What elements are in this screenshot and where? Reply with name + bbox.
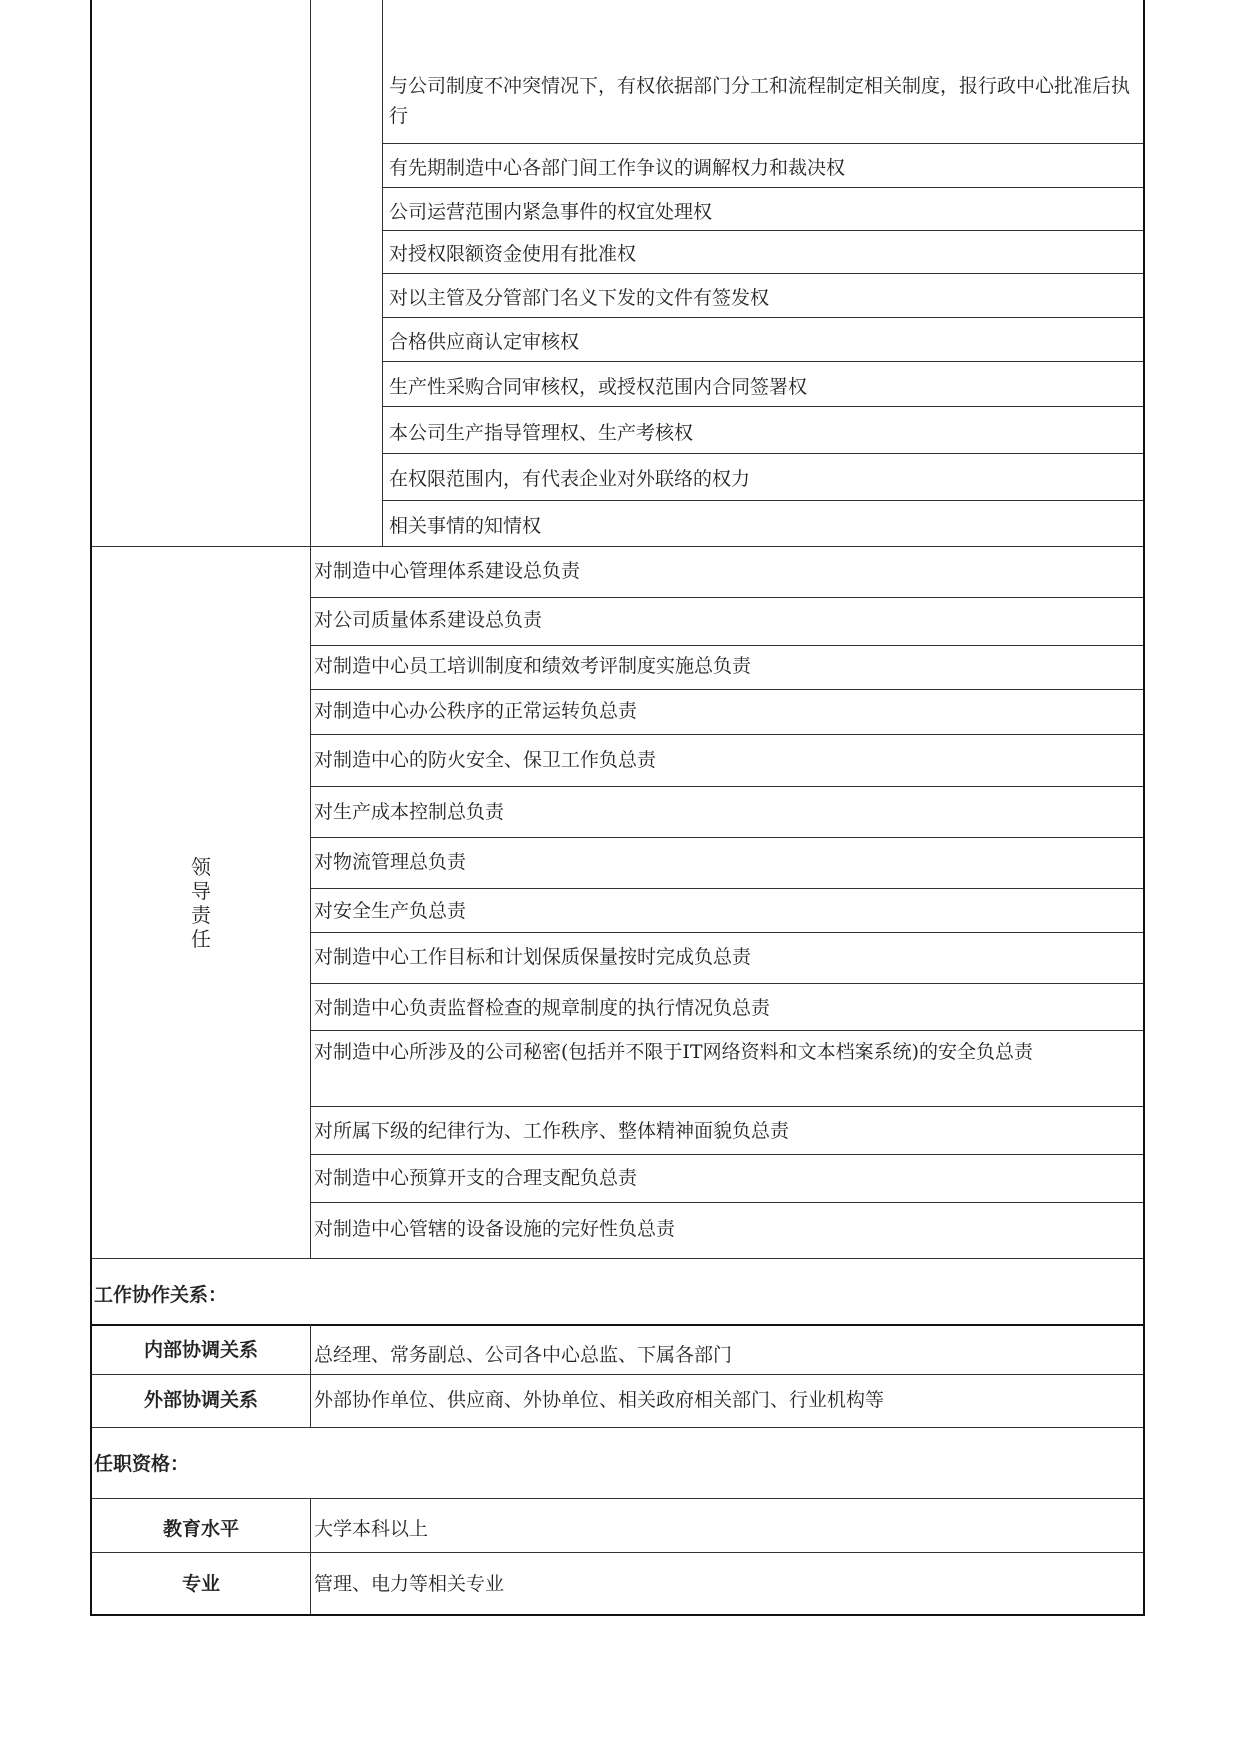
leadership-item: 对制造中心工作目标和计划保质保量按时完成负总责 [314,946,752,968]
leadership-row-sep [310,888,1143,889]
leadership-item: 对制造中心预算开支的合理支配负总责 [314,1167,638,1189]
qualifications-top-border [92,1427,1143,1428]
internal-relations-value: 总经理、常务副总、公司各中心总监、下属各部门 [314,1344,733,1366]
leadership-row-sep [310,786,1143,787]
leadership-item: 对制造中心办公秩序的正常运转负总责 [314,700,638,722]
cooperation-internal-border [92,1324,1143,1326]
external-relations-label: 外部协调关系 [143,1389,258,1411]
leadership-item: 对安全生产负总责 [314,900,467,922]
education-row-border [92,1498,1143,1499]
authority-item: 生产性采购合同审核权，或授权范围内合同签署权 [389,376,808,398]
authority-item: 对授权限额资金使用有批准权 [389,243,637,265]
leadership-row-sep [310,597,1143,598]
authority-item: 本公司生产指导管理权、生产考核权 [389,422,694,444]
job-description-table [90,0,1145,1616]
leadership-item: 对制造中心的防火安全、保卫工作负总责 [314,749,657,771]
leadership-item: 对制造中心员工培训制度和绩效考评制度实施总负责 [314,655,752,677]
authority-row-sep [382,453,1143,454]
authority-item: 有先期制造中心各部门间工作争议的调解权力和裁决权 [389,157,846,179]
leadership-row-sep [310,1106,1143,1107]
authority-row-sep [382,273,1143,274]
leadership-item: 对制造中心所涉及的公司秘密(包括并不限于IT网络资料和文本档案系统)的安全负总责 [314,1041,1034,1063]
leadership-item: 对制造中心负责监督检查的规章制度的执行情况负总责 [314,997,771,1019]
major-value: 管理、电力等相关专业 [314,1573,505,1595]
authority-item: 在权限范围内，有代表企业对外联络的权力 [389,468,751,490]
authority-row-sep [382,230,1143,231]
authority-item: 对以主管及分管部门名义下发的文件有签发权 [389,287,770,309]
leadership-item: 对物流管理总负责 [314,851,467,873]
leadership-row-sep [310,689,1143,690]
authority-item: 合格供应商认定审核权 [389,331,580,353]
cooperation-header: 工作协作关系： [94,1284,228,1306]
qualifications-divider [310,1498,311,1614]
major-label: 专业 [181,1573,220,1595]
leadership-item: 对制造中心管辖的设备设施的完好性负总责 [314,1218,676,1240]
authority-item: 公司运营范围内紧急事件的权宜处理权 [389,201,713,223]
leadership-item: 对所属下级的纪律行为、工作秩序、整体精神面貌负总责 [314,1120,790,1142]
leadership-row-sep [310,932,1143,933]
leadership-top-border [92,546,1143,547]
leadership-row-sep [310,837,1143,838]
external-relations-value: 外部协作单位、供应商、外协单位、相关政府相关部门、行业机构等 [314,1389,885,1411]
leadership-row-sep [310,1202,1143,1203]
internal-relations-label: 内部协调关系 [143,1339,258,1361]
leadership-row-sep [310,734,1143,735]
education-value: 大学本科以上 [314,1518,429,1540]
leadership-divider [310,546,311,1258]
qualifications-header: 任职资格： [94,1453,190,1475]
cooperation-top-border [92,1258,1143,1259]
authority-row-sep [382,317,1143,318]
authority-left-divider [310,0,311,546]
leadership-label: 领 导 责 任 [191,855,211,951]
leadership-item: 对制造中心管理体系建设总负责 [314,560,581,582]
authority-item: 相关事情的知情权 [389,515,542,537]
authority-row-sep [382,187,1143,188]
authority-row-sep [382,361,1143,362]
leadership-row-sep [310,1030,1143,1031]
cooperation-external-border [92,1374,1143,1375]
leadership-item: 对生产成本控制总负责 [314,801,505,823]
leadership-item: 对公司质量体系建设总负责 [314,609,543,631]
leadership-row-sep [310,983,1143,984]
leadership-row-sep [310,1154,1143,1155]
authority-row-sep [382,143,1143,144]
authority-row-sep [382,500,1143,501]
education-label: 教育水平 [162,1518,239,1540]
cooperation-divider [310,1324,311,1427]
leadership-row-sep [310,645,1143,646]
authority-row-sep [382,406,1143,407]
major-row-border [92,1552,1143,1553]
authority-item: 与公司制度不冲突情况下，有权依据部门分工和流程制定相关制度，报行政中心批准后执行 [389,75,1131,127]
